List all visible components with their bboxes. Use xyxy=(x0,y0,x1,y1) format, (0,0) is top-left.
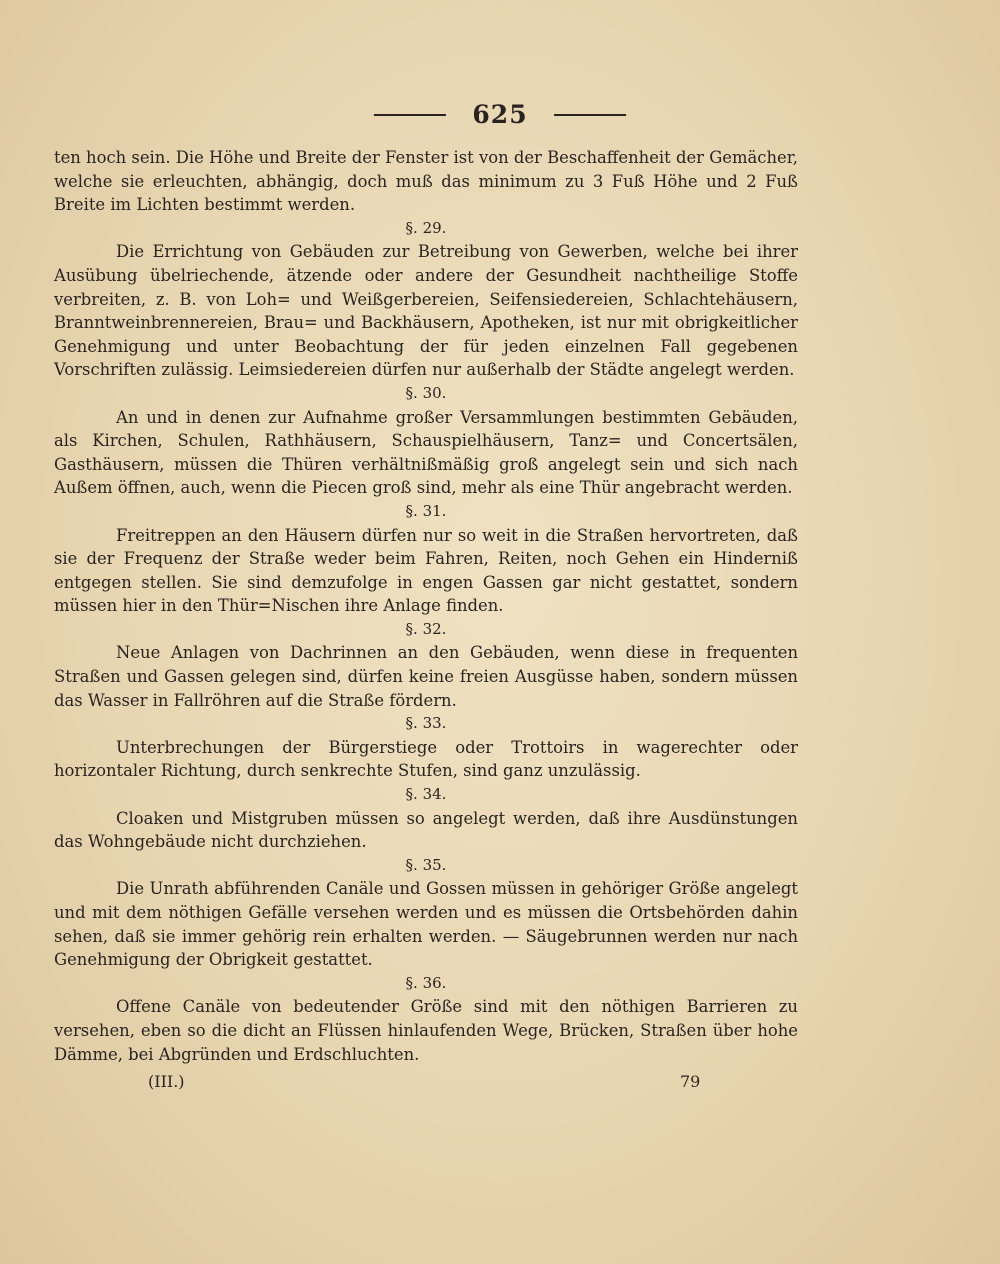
page-header xyxy=(0,100,1000,129)
section-text-30: An und in denen zur Aufnahme großer Versammlungen bestimmten Gebäuden, als Kirchen, Schulen, Rathhäusern, Schauspielhäusern, Tanz= und Concertsälen, Gasthäusern, müssen die Thüren verhältnißmäßig groß angelegt sein und sich nach Außem öffnen, auch, wenn die Piecen groß sind, mehr als eine Thür angebracht werden. xyxy=(54,407,798,498)
header-rule-left xyxy=(374,114,446,116)
section-heading-35: §. 35. xyxy=(405,855,447,874)
paragraph-continuation: ten hoch sein. Die Höhe und Breite der Fenster ist von der Beschaffenheit der Gemächer, welche sie erleuchten, abhängig, doch muß das minimum zu 3 Fuß Höhe und 2 Fuß Breite im Lichten bestimmt werden. xyxy=(54,148,798,215)
section-text-33: Unterbrechungen der Bürgerstiege oder Trottoirs in wagerechter oder horizontaler Richtung, durch senkrechte Stufen, sind ganz unzulässig. xyxy=(54,737,798,781)
section-heading-29: §. 29. xyxy=(405,218,447,237)
section-text-32: Neue Anlagen von Dachrinnen an den Gebäuden, wenn diese in frequenten Straßen und Gassen gelegen sind, dürfen keine freien Ausgüsse haben, sondern müssen das Wasser in Fallröhren auf die Straße fördern. xyxy=(54,643,798,710)
section-heading-34: §. 34. xyxy=(405,785,447,804)
section-text-34: Cloaken und Mistgruben müssen so angelegt werden, daß ihre Ausdünstungen das Wohngebäude nicht durchziehen. xyxy=(54,808,798,852)
section-heading-36: §. 36. xyxy=(405,973,447,992)
section-heading-33: §. 33. xyxy=(405,714,447,733)
section-text-31: Freitreppen an den Häusern dürfen nur so weit in die Straßen hervortreten, daß sie der Frequenz der Straße weder beim Fahren, Reiten, noch Gehen ein Hinderniß entgegen stellen. Sie sind demzufolge in engen Gassen gar nicht gestattet, sondern müssen hier in den Thür=Nischen ihre Anlage finden. xyxy=(54,525,798,616)
page-number: 625 xyxy=(472,100,528,129)
signature-mark: (III.) xyxy=(148,1072,185,1091)
header-rule-right xyxy=(554,114,626,116)
body-text xyxy=(54,146,798,1066)
section-text-29: Die Errichtung von Gebäuden zur Betreibung von Gewerben, welche bei ihrer Ausübung übelriechende, ätzende oder andere der Gesundheit nachtheilige Stoffe verbreiten, z. B. von Loh= und Weißgerbereien, Seifensiedereien, Schlachtehäusern, Branntweinbrennereien, Brau= und Backhäusern, Apotheken, ist nur mit obrigkeitlicher Genehmigung und unter Beobachtung der für jeden einzelnen Fall gegebenen Vorschriften zulässig. Leimsiedereien dürfen nur außerhalb der Städte angelegt werden. xyxy=(54,242,798,380)
section-text-36: Offene Canäle von bedeutender Größe sind mit den nöthigen Barrieren zu versehen, eben so die dicht an Flüssen hinlaufenden Wege, Brücken, Straßen über hohe Dämme, bei Abgründen und Erdschluchten. xyxy=(54,997,798,1064)
section-heading-30: §. 30. xyxy=(405,383,447,402)
sheet-number: 79 xyxy=(680,1072,701,1091)
section-heading-31: §. 31. xyxy=(405,501,447,520)
section-heading-32: §. 32. xyxy=(405,619,447,638)
section-text-35: Die Unrath abführenden Canäle und Gossen müssen in gehöriger Größe angelegt und mit dem nöthigen Gefälle versehen werden und es müssen die Ortsbehörden dahin sehen, daß sie immer gehörig rein erhalten werden. — Säugebrunnen werden nur nach Genehmigung der Obrigkeit gestattet. xyxy=(54,879,798,970)
